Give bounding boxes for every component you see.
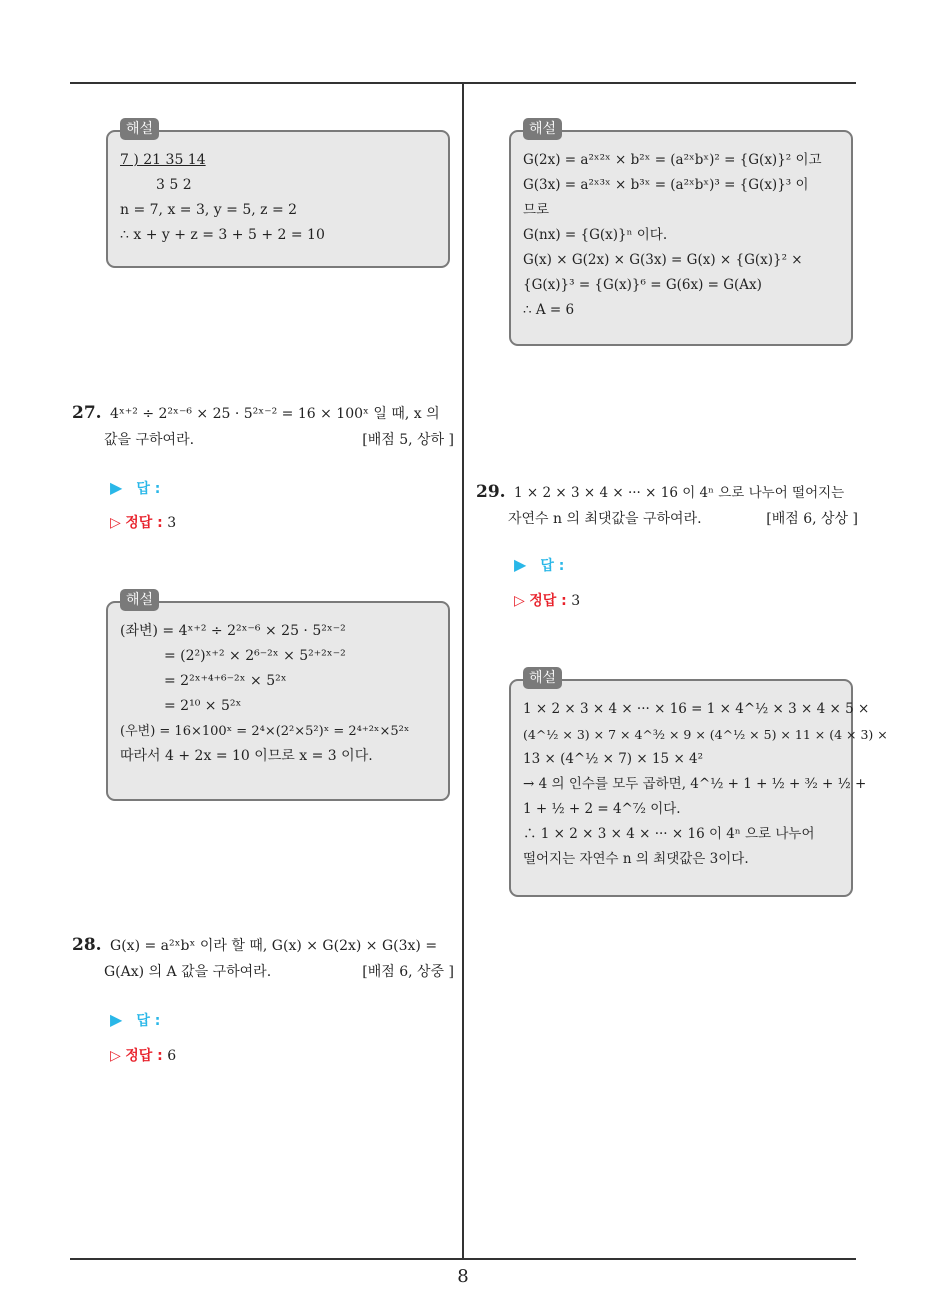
correct-value: 6 [167,1048,177,1064]
score-label: [배점 6, 상중 ] [362,964,454,980]
question-28 [72,932,454,985]
correct-value: 3 [167,515,177,531]
q27-solution-box [106,592,450,801]
division-line: 7 ) 21 35 14 [120,152,206,168]
solution-tag: 해설 [120,118,159,140]
solution-line: G(2x) = a²ˣ²ˣ × b²ˣ = (a²ˣbˣ)² = {G(x)}² 이고 [523,152,822,168]
solution-line: → 4 의 인수를 모두 곱하면, 4^½ + 1 + ½ + ³⁄₂ + ½ + [523,776,867,792]
question-27 [72,400,454,453]
correct-label: 정답 : [529,593,567,609]
solution-line: 13 × (4^½ × 7) × 15 × 4² [523,751,704,767]
answer-row[interactable] [110,1010,160,1030]
solution-line: 따라서 4 + 2x = 10 이므로 x = 3 이다. [120,748,373,764]
solution-line: (좌변) = 4ˣ⁺² ÷ 2²ˣ⁻⁶ × 25 · 5²ˣ⁻² [120,623,346,639]
q28-solution-box [509,121,853,346]
question-text-2: G(Ax) 의 A 값을 구하여라. [104,964,272,980]
answer-label: 답 : [540,558,565,574]
question-text: 1 × 2 × 3 × 4 × ··· × 16 이 4ⁿ 으로 나누어 떨어지는 [514,485,845,501]
outline-triangle-icon: ▷ [514,593,525,609]
solution-line: = 2¹⁰ × 5²ˣ [164,698,242,714]
question-number: 28. [72,935,102,955]
solution-tag: 해설 [523,118,562,140]
solution-line: ∴ A = 6 [523,302,575,318]
solution-tag: 해설 [120,589,159,611]
correct-label: 정답 : [125,1048,163,1064]
solution-line: 1 × 2 × 3 × 4 × ··· × 16 = 1 × 4^½ × 3 × 4 × 5 × [523,701,870,717]
score-label: [배점 6, 상상 ] [766,511,858,527]
play-icon: ▶ [110,478,123,497]
solution-line: G(3x) = a²ˣ³ˣ × b³ˣ = (a²ˣbˣ)³ = {G(x)}³ 이 [523,177,809,193]
conclusion-line: ∴ x + y + z = 3 + 5 + 2 = 10 [120,227,325,243]
score-label: [배점 5, 상하 ] [362,432,454,448]
answer-label: 답 : [136,1013,161,1029]
outline-triangle-icon: ▷ [110,515,121,531]
correct-value: 3 [571,593,581,609]
page-number: 8 [457,1266,469,1287]
play-icon: ▶ [514,555,527,574]
answer-row[interactable] [110,478,160,498]
correct-label: 정답 : [125,515,163,531]
question-number: 29. [476,482,506,502]
solution-line: n = 7, x = 3, y = 5, z = 2 [120,202,298,218]
solution-line: 1 + ½ + 2 = 4^⁷⁄₂ 이다. [523,801,681,817]
correct-answer-row [514,590,580,610]
solution-line: G(x) × G(2x) × G(3x) = G(x) × {G(x)}² × [523,252,803,268]
q29-solution-box [509,670,888,897]
quotient-line: 3 5 2 [156,177,192,193]
solution-line: {G(x)}³ = {G(x)}⁶ = G(6x) = G(Ax) [523,277,762,293]
solution-tag: 해설 [523,667,562,689]
correct-answer-row [110,512,176,532]
column-divider [462,83,464,1259]
play-icon: ▶ [110,1010,123,1029]
solution-line: = (2²)ˣ⁺² × 2⁶⁻²ˣ × 5²⁺²ˣ⁻² [164,648,346,664]
question-29 [476,479,858,532]
q26-solution-box [106,121,450,268]
outline-triangle-icon: ▷ [110,1048,121,1064]
solution-line: ∴ 1 × 2 × 3 × 4 × ··· × 16 이 4ⁿ 으로 나누어 [523,826,815,842]
answer-label: 답 : [136,481,161,497]
solution-line: = 2²ˣ⁺⁴⁺⁶⁻²ˣ × 5²ˣ [164,673,287,689]
question-number: 27. [72,403,102,423]
answer-row[interactable] [514,555,564,575]
solution-line: (우변) = 16×100ˣ = 2⁴×(2²×5²)ˣ = 2⁴⁺²ˣ×5²ˣ [120,724,410,739]
question-text-2: 자연수 n 의 최댓값을 구하여라. [508,511,702,527]
question-text-2: 값을 구하여라. [104,432,195,448]
solution-line: G(nx) = {G(x)}ⁿ 이다. [523,227,668,243]
bottom-rule [70,1258,856,1260]
solution-line: 떨어지는 자연수 n 의 최댓값은 3이다. [523,851,749,867]
correct-answer-row [110,1045,176,1065]
question-text: 4ˣ⁺² ÷ 2²ˣ⁻⁶ × 25 · 5²ˣ⁻² = 16 × 100ˣ 일 때, x 의 [110,406,440,422]
solution-line: 므로 [523,202,550,218]
question-text: G(x) = a²ˣbˣ 이라 할 때, G(x) × G(2x) × G(3x) = [110,938,438,954]
solution-line: (4^½ × 3) × 7 × 4^³⁄₂ × 9 × (4^½ × 5) × 11 × (4 × 3) × [523,727,888,742]
